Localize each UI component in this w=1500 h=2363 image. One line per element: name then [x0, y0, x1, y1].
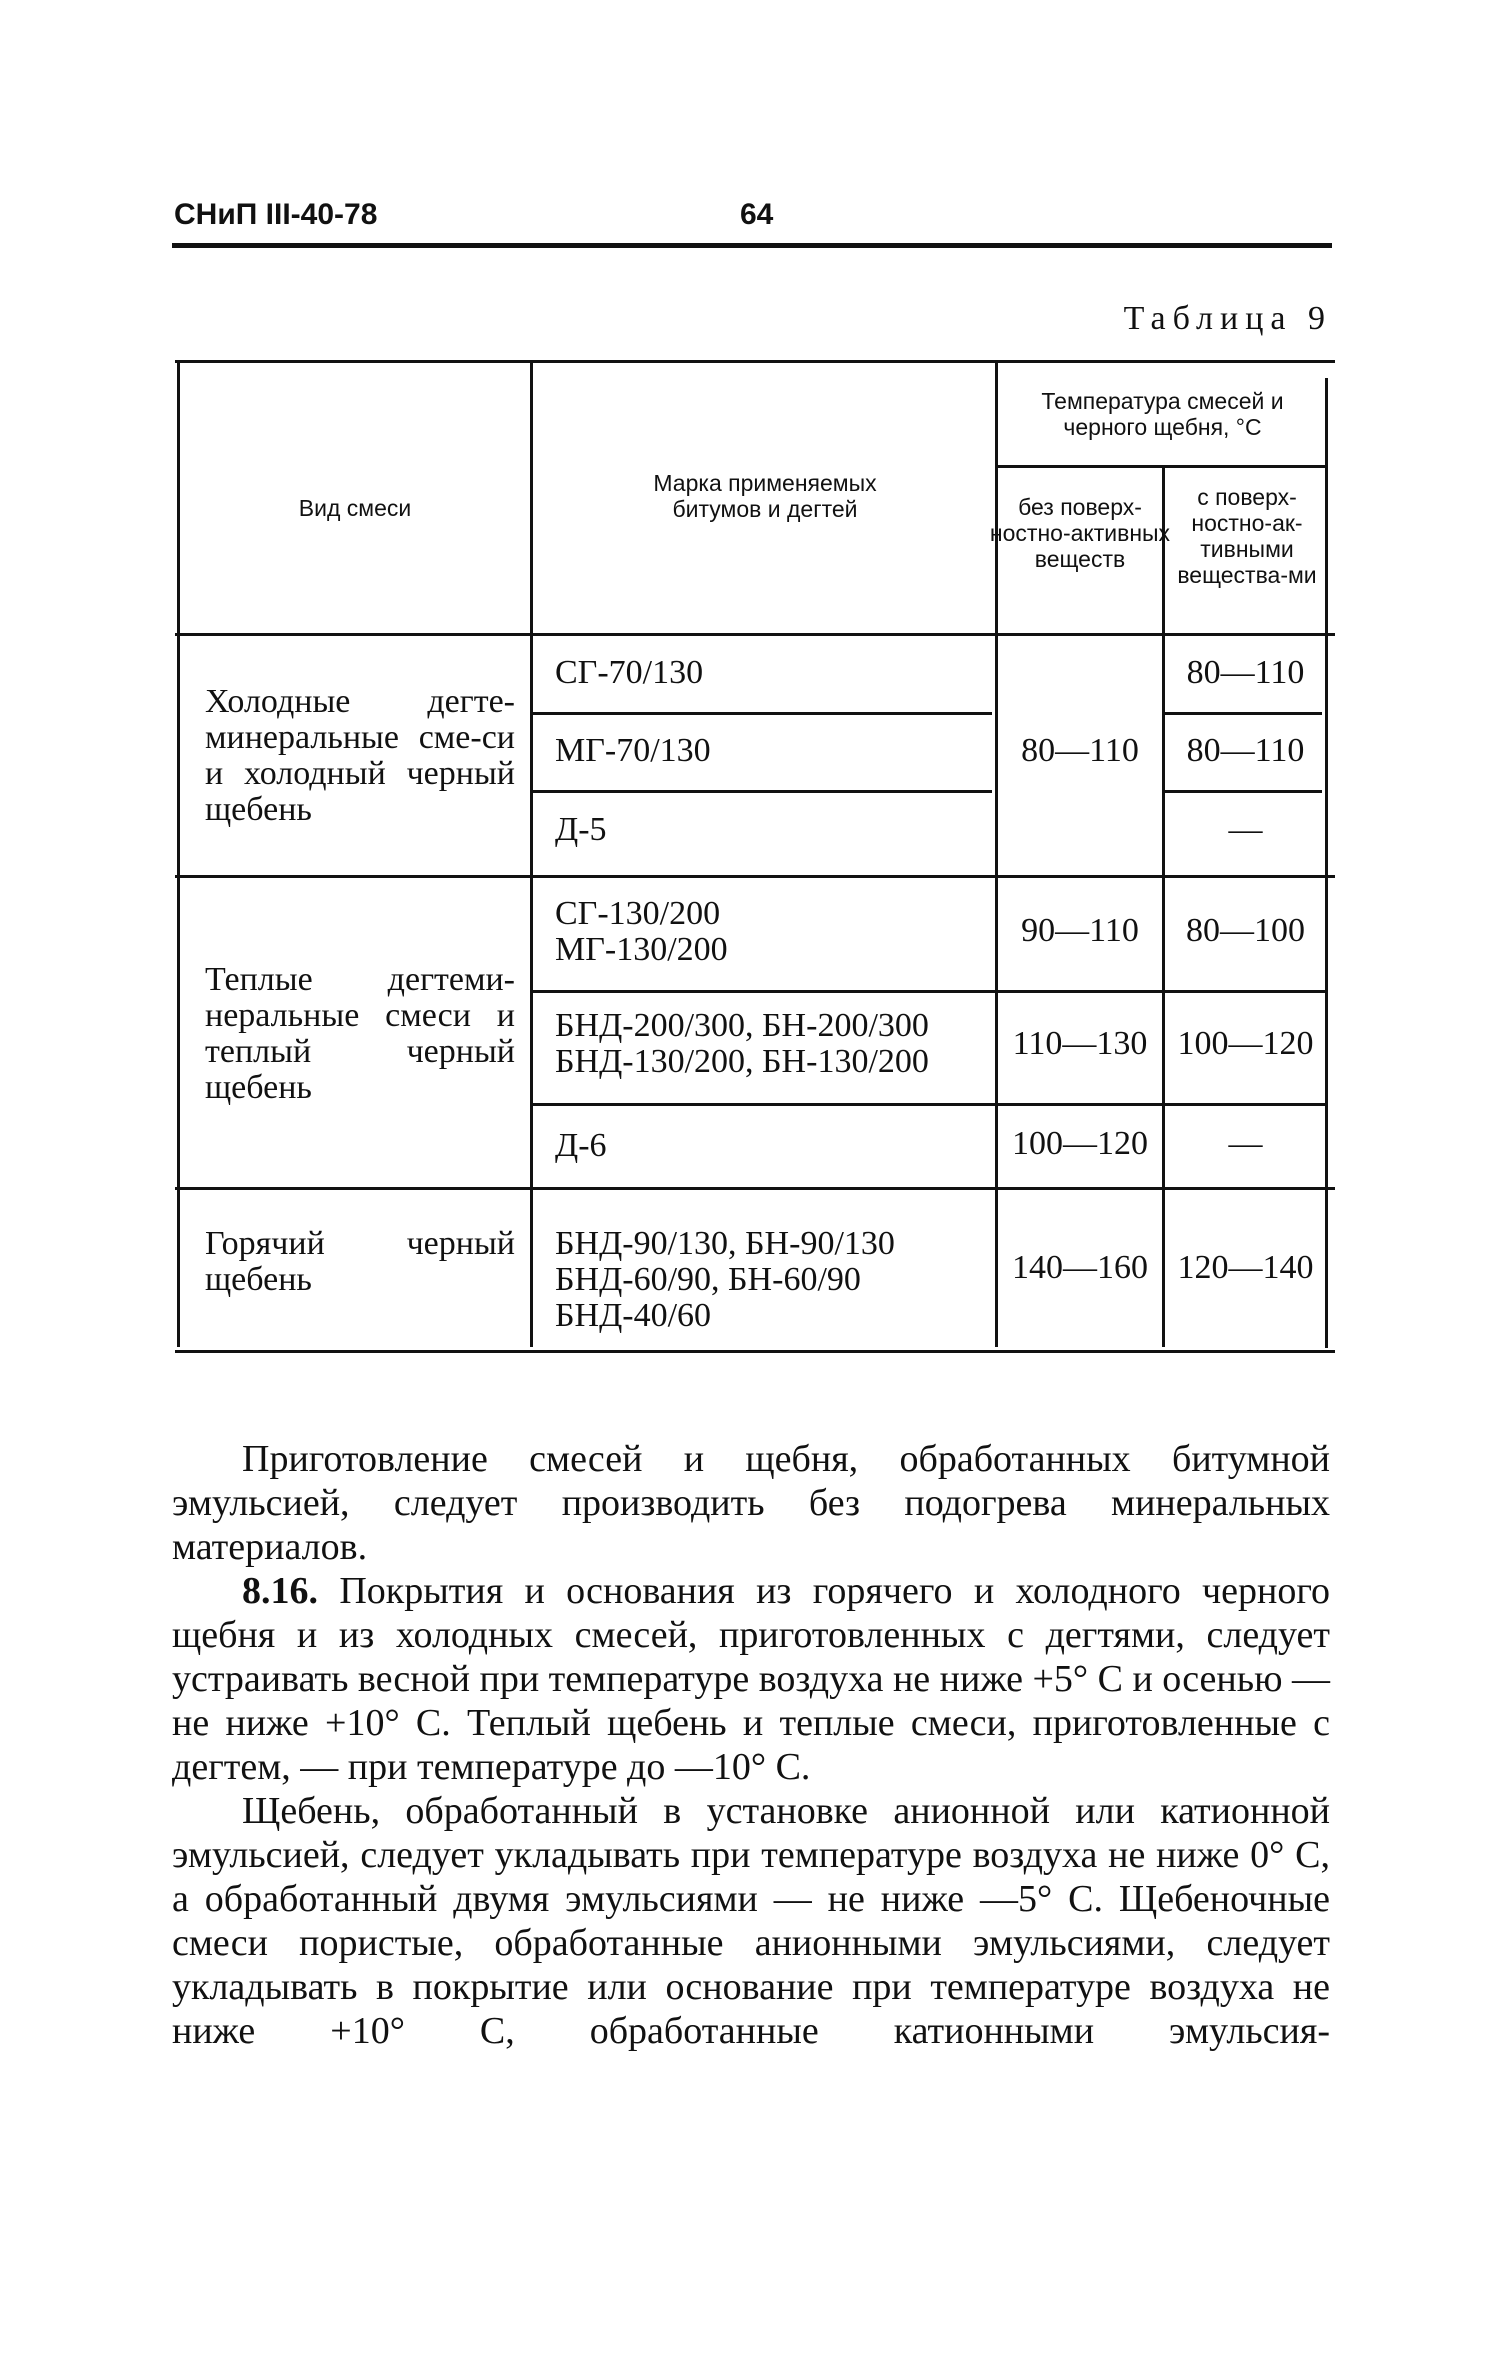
row-divider — [532, 790, 992, 793]
row-divider — [1162, 790, 1322, 793]
body-text — [172, 1437, 1330, 2053]
temp-without-cell: 90—110 — [1021, 912, 1139, 949]
temp-with-cell: 80—110 — [1186, 654, 1305, 691]
temp-with-cell: 80—100 — [1186, 912, 1305, 949]
header-with-surfactants: с поверх-ностно-ак-тивными вещества-ми — [1177, 484, 1317, 588]
table-bottom-rule — [175, 1350, 1335, 1353]
header-rule — [172, 243, 1332, 248]
grade-cell: МГ-70/130 — [555, 732, 711, 769]
header-bottom-rule — [175, 633, 1335, 636]
group-divider — [175, 1187, 1335, 1190]
temp-without-cell: 80—110 — [1021, 732, 1139, 769]
temp-with-cell: — — [1228, 811, 1263, 848]
temp-with-cell: 80—110 — [1186, 732, 1305, 769]
header-temperature: Температура смесей и черного щебня, °С — [1041, 388, 1284, 440]
header-binder-grade: Марка применяемых битумов и дегтей — [653, 470, 877, 522]
row-divider — [532, 990, 1327, 993]
table-right-border — [1325, 378, 1328, 1348]
column-divider — [530, 362, 533, 1347]
header-mix-type: Вид смеси — [298, 495, 412, 521]
table-left-border — [177, 362, 180, 1347]
grade-cell: Д-6 — [555, 1127, 607, 1164]
row-divider — [1162, 712, 1322, 715]
paragraph: Приготовление смесей и щебня, обработанных битумной эмульсией, следует производить без подогрева минеральных материалов. — [172, 1438, 1330, 1568]
group-divider — [175, 875, 1335, 878]
temp-header-divider — [995, 465, 1325, 468]
grade-cell: БНД-90/130, БН-90/130 БНД-60/90, БН-60/90 БНД-40/60 — [555, 1225, 895, 1334]
grade-cell: СГ-70/130 — [555, 654, 704, 691]
temp-with-cell: 100—120 — [1177, 1025, 1314, 1062]
row-divider — [532, 712, 992, 715]
grade-cell: Д-5 — [555, 811, 607, 848]
temp-without-cell: 140—160 — [1012, 1249, 1148, 1286]
table-top-rule — [175, 360, 1335, 363]
paragraph: Щебень, обработанный в установке анионной или катионной эмульсией, следует укладывать при температуре воздуха не ниже 0° С, а обработанный двумя эмульсиями — не ниже —5° С. Щебеночные смеси пористые, обработанные анионными эмульсиями, следует укладывать в покрытие или основание при температуре воздуха не ниже +10° С, обработанные катионными эмульсия- — [172, 1790, 1330, 2052]
mix-type-hot: Горячий черный щебень — [205, 1225, 515, 1298]
temp-with-cell: — — [1228, 1125, 1263, 1162]
grade-cell: БНД-200/300, БН-200/300 БНД-130/200, БН-130/200 — [555, 1007, 929, 1080]
paragraph — [172, 1569, 1330, 1789]
grade-cell: СГ-130/200 МГ-130/200 — [555, 895, 728, 968]
mix-type-cold: Холодные дегте-минеральные сме-си и холодный черный щебень — [205, 683, 515, 828]
temp-with-cell: 120—140 — [1177, 1249, 1314, 1286]
header-without-surfactants: без поверх-ностно-активных веществ — [989, 494, 1171, 572]
table-caption: Таблица 9 — [1123, 300, 1332, 337]
column-divider — [1162, 467, 1165, 1347]
clause-number: 8.16. — [242, 1570, 318, 1612]
temp-without-cell: 100—120 — [1012, 1125, 1148, 1162]
mix-type-warm: Теплые дегтеми-неральные смеси и теплый черный щебень — [205, 961, 515, 1106]
clause-text: Покрытия и основания из горячего и холодного черного щебня и из холодных смесей, приготовленных с дегтями, следует устраивать весной при температуре воздуха не ниже +5° С и осенью — не ниже +10° С. Теплый щебень и теплые смеси, приготовленные с дегтем, — при температуре до —10° С. — [172, 1570, 1330, 1788]
temp-without-cell: 110—130 — [1012, 1025, 1148, 1062]
page-number: 64 — [740, 198, 774, 231]
document-code: СНиП III-40-78 — [174, 198, 378, 231]
row-divider — [532, 1103, 1327, 1106]
